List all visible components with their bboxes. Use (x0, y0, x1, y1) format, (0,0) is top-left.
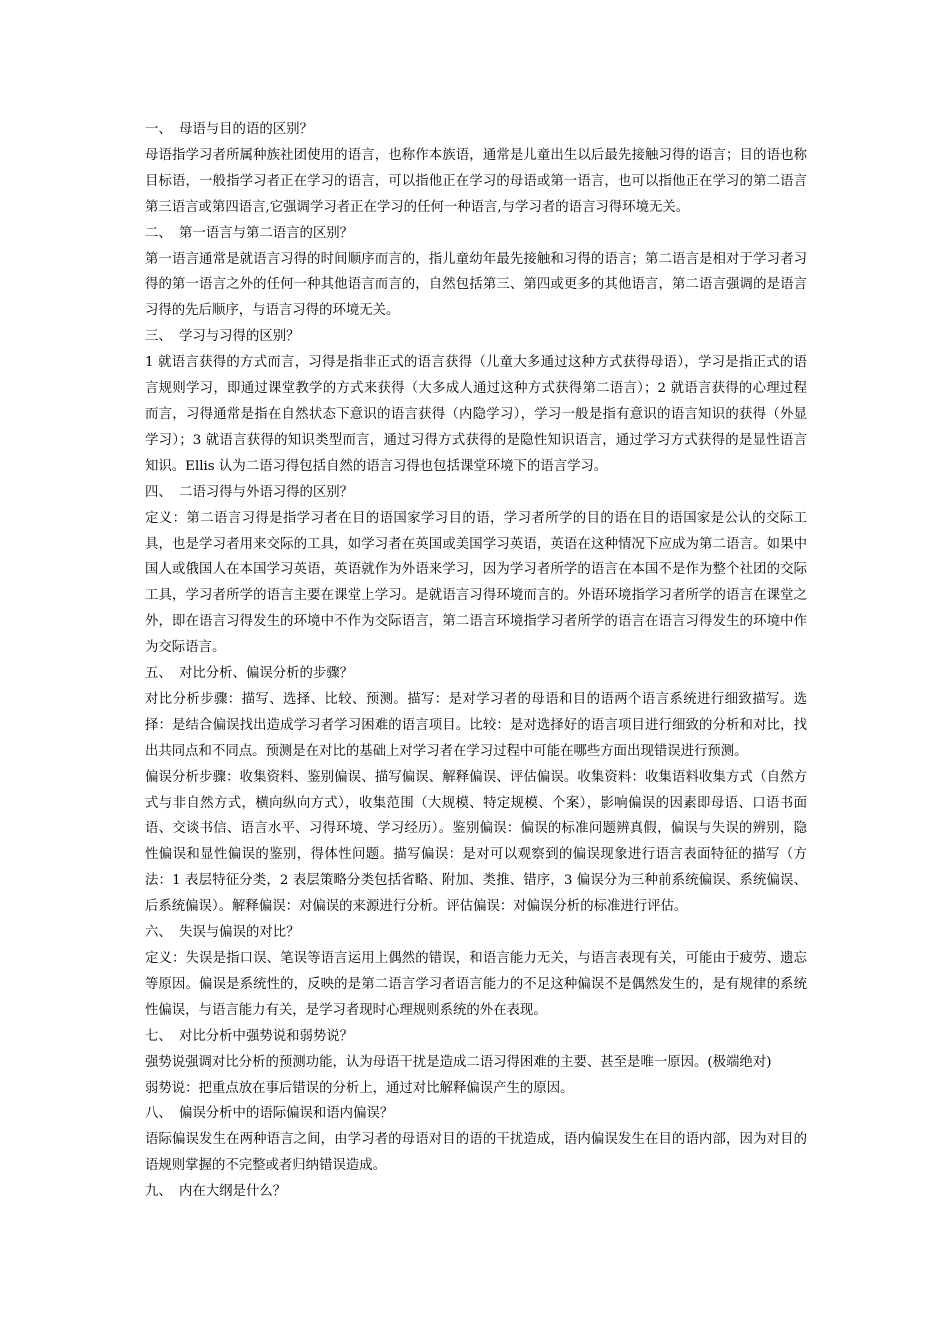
section-title: 对比分析、偏误分析的步骤？ (179, 666, 354, 682)
section-title: 第一语言与第二语言的区别？ (179, 225, 354, 241)
section-title: 失误与偏误的对比？ (179, 925, 300, 941)
section-title: 母语与目的语的区别？ (179, 122, 313, 137)
section-heading-7 (145, 1024, 807, 1050)
section-body-6: 定义：失误是指口误、笔误等语言运用上偶然的错误，和语言能力无关，与语言表现有关，可能由于疲劳、遗忘等原因。偏误是系统性的，反映的是第二语言学习者语言能力的不足这种偏误不是偶然发生的，是有规律的系统性偏误，与语言能力有关，是学习者现时心理规则系统的外在表现。 (145, 951, 807, 1018)
section-body-4: 定义：第二语言习得是指学习者在目的语国家学习目的语，学习者所学的目的语在目的语国家是公认的交际工具，也是学习者用来交际的工具，如学习者在英国或美国学习英语，英语在这种情况下应成为第二语言。如果中国人或俄国人在本国学习英语，英语就作为外语来学习，因为学习者所学的语言在本国不是作为整个社团的交际工具，学习者所学的语言主要在课堂上学习。是就语言习得环境而言的。外语环境指学习者所学的语言在课堂之外，即在语言习得发生的环境中不作为交际语言，第二语言环境指学习者所学的语言在语言习得发生的环境中作为交际语言。 (145, 510, 807, 656)
document-page (145, 117, 807, 1205)
section-title: 二语习得与外语习得的区别？ (179, 484, 354, 500)
section-number: 三、 (145, 329, 172, 345)
section-title: 内在大纲是什么？ (179, 1184, 287, 1200)
section-number: 五、 (145, 666, 172, 682)
section-heading-2 (145, 221, 807, 247)
section-heading-5 (145, 661, 807, 687)
section-title: 对比分析中强势说和弱势说？ (179, 1028, 354, 1044)
section-heading-6 (145, 920, 807, 946)
section-heading-8 (145, 1101, 807, 1127)
section-title: 偏误分析中的语际偏误和语内偏误？ (179, 1106, 394, 1122)
section-body-3: 1 就语言获得的方式而言，习得是指非正式的语言获得（儿童大多通过这种方式获得母语），学习是指正式的语言规则学习，即通过课堂教学的方式来获得（大多成人通过这种方式获得第二语言）；2 就语言获得的心理过程而言，习得通常是指在自然状态下意识的语言获得（内隐学习），学习一般是指有意识的语言知识的获得（外显学习）；3 就语言获得的知识类型而言，通过习得方式获得的是隐性知识语言，通过学习方式获得的是显性语言知识。Ellis 认为二语习得包括自然的语言习得也包括课堂环境下的语言学习。 (145, 355, 807, 474)
section-heading-9 (145, 1179, 807, 1205)
section-number: 六、 (145, 925, 172, 941)
section-number: 七、 (145, 1028, 172, 1044)
section-body-5-contrastive: 对比分析步骤：描写、选择、比较、预测。描写：是对学习者的母语和目的语两个语言系统进行细致描写。选择：是结合偏误找出造成学习者学习困难的语言项目。比较：是对选择好的语言项目进行细致的分析和对比，找出共同点和不同点。预测是在对比的基础上对学习者在学习过程中可能在哪些方面出现错误进行预测。 (145, 691, 807, 759)
section-number: 八、 (145, 1106, 172, 1122)
section-body-7-weak: 弱势说：把重点放在事后错误的分析上，通过对比解释偏误产生的原因。 (145, 1080, 574, 1096)
section-heading-4 (145, 480, 807, 506)
section-number: 四、 (145, 484, 172, 500)
section-body-1: 母语指学习者所属种族社团使用的语言，也称作本族语，通常是儿童出生以后最先接触习得的语言；目的语也称目标语，一般指学习者正在学习的语言，可以指他正在学习的母语或第一语言，也可以指他正在学习的第二语言第三语言或第四语言,它强调学习者正在学习的任何一种语言,与学习者的语言习得环境无关。 (145, 147, 807, 215)
section-heading-3 (145, 324, 807, 350)
section-body-7-strong: 强势说强调对比分析的预测功能，认为母语干扰是造成二语习得困难的主要、甚至是唯一原因。(极端绝对) (145, 1054, 772, 1070)
section-number: 九、 (145, 1184, 172, 1200)
section-heading-1 (145, 117, 807, 143)
section-body-8: 语际偏误发生在两种语言之间，由学习者的母语对目的语的干扰造成，语内偏误发生在目的语内部，因为对目的语规则掌握的不完整或者归纳错误造成。 (145, 1132, 807, 1174)
section-body-5-error-analysis: 偏误分析步骤：收集资料、鉴别偏误、描写偏误、解释偏误、评估偏误。收集资料：收集语料收集方式（自然方式与非自然方式，横向纵向方式），收集范围（大规模、特定规模、个案），影响偏误的因素即母语、口语书面语、交谈书信、语言水平、习得环境、学习经历）。鉴别偏误：偏误的标准问题辨真假，偏误与失误的辨别，隐性偏误和显性偏误的鉴别，得体性问题。描写偏误：是对可以观察到的偏误现象进行语言表面特征的描写（方法：1 表层特征分类，2 表层策略分类包括省略、附加、类推、错序，3 偏误分为三种前系统偏误、系统偏误、后系统偏误）。解释偏误：对偏误的来源进行分析。评估偏误：对偏误分析的标准进行评估。 (145, 769, 807, 915)
section-title: 学习与习得的区别？ (179, 329, 300, 345)
section-number: 二、 (145, 225, 172, 241)
section-body-2: 第一语言通常是就语言习得的时间顺序而言的，指儿童幼年最先接触和习得的语言；第二语言是相对于学习者习得的第一语言之外的任何一种其他语言而言的，自然包括第三、第四或更多的其他语言，第二语言强调的是语言习得的先后顺序，与语言习得的环境无关。 (145, 251, 807, 319)
section-number: 一、 (145, 122, 172, 137)
